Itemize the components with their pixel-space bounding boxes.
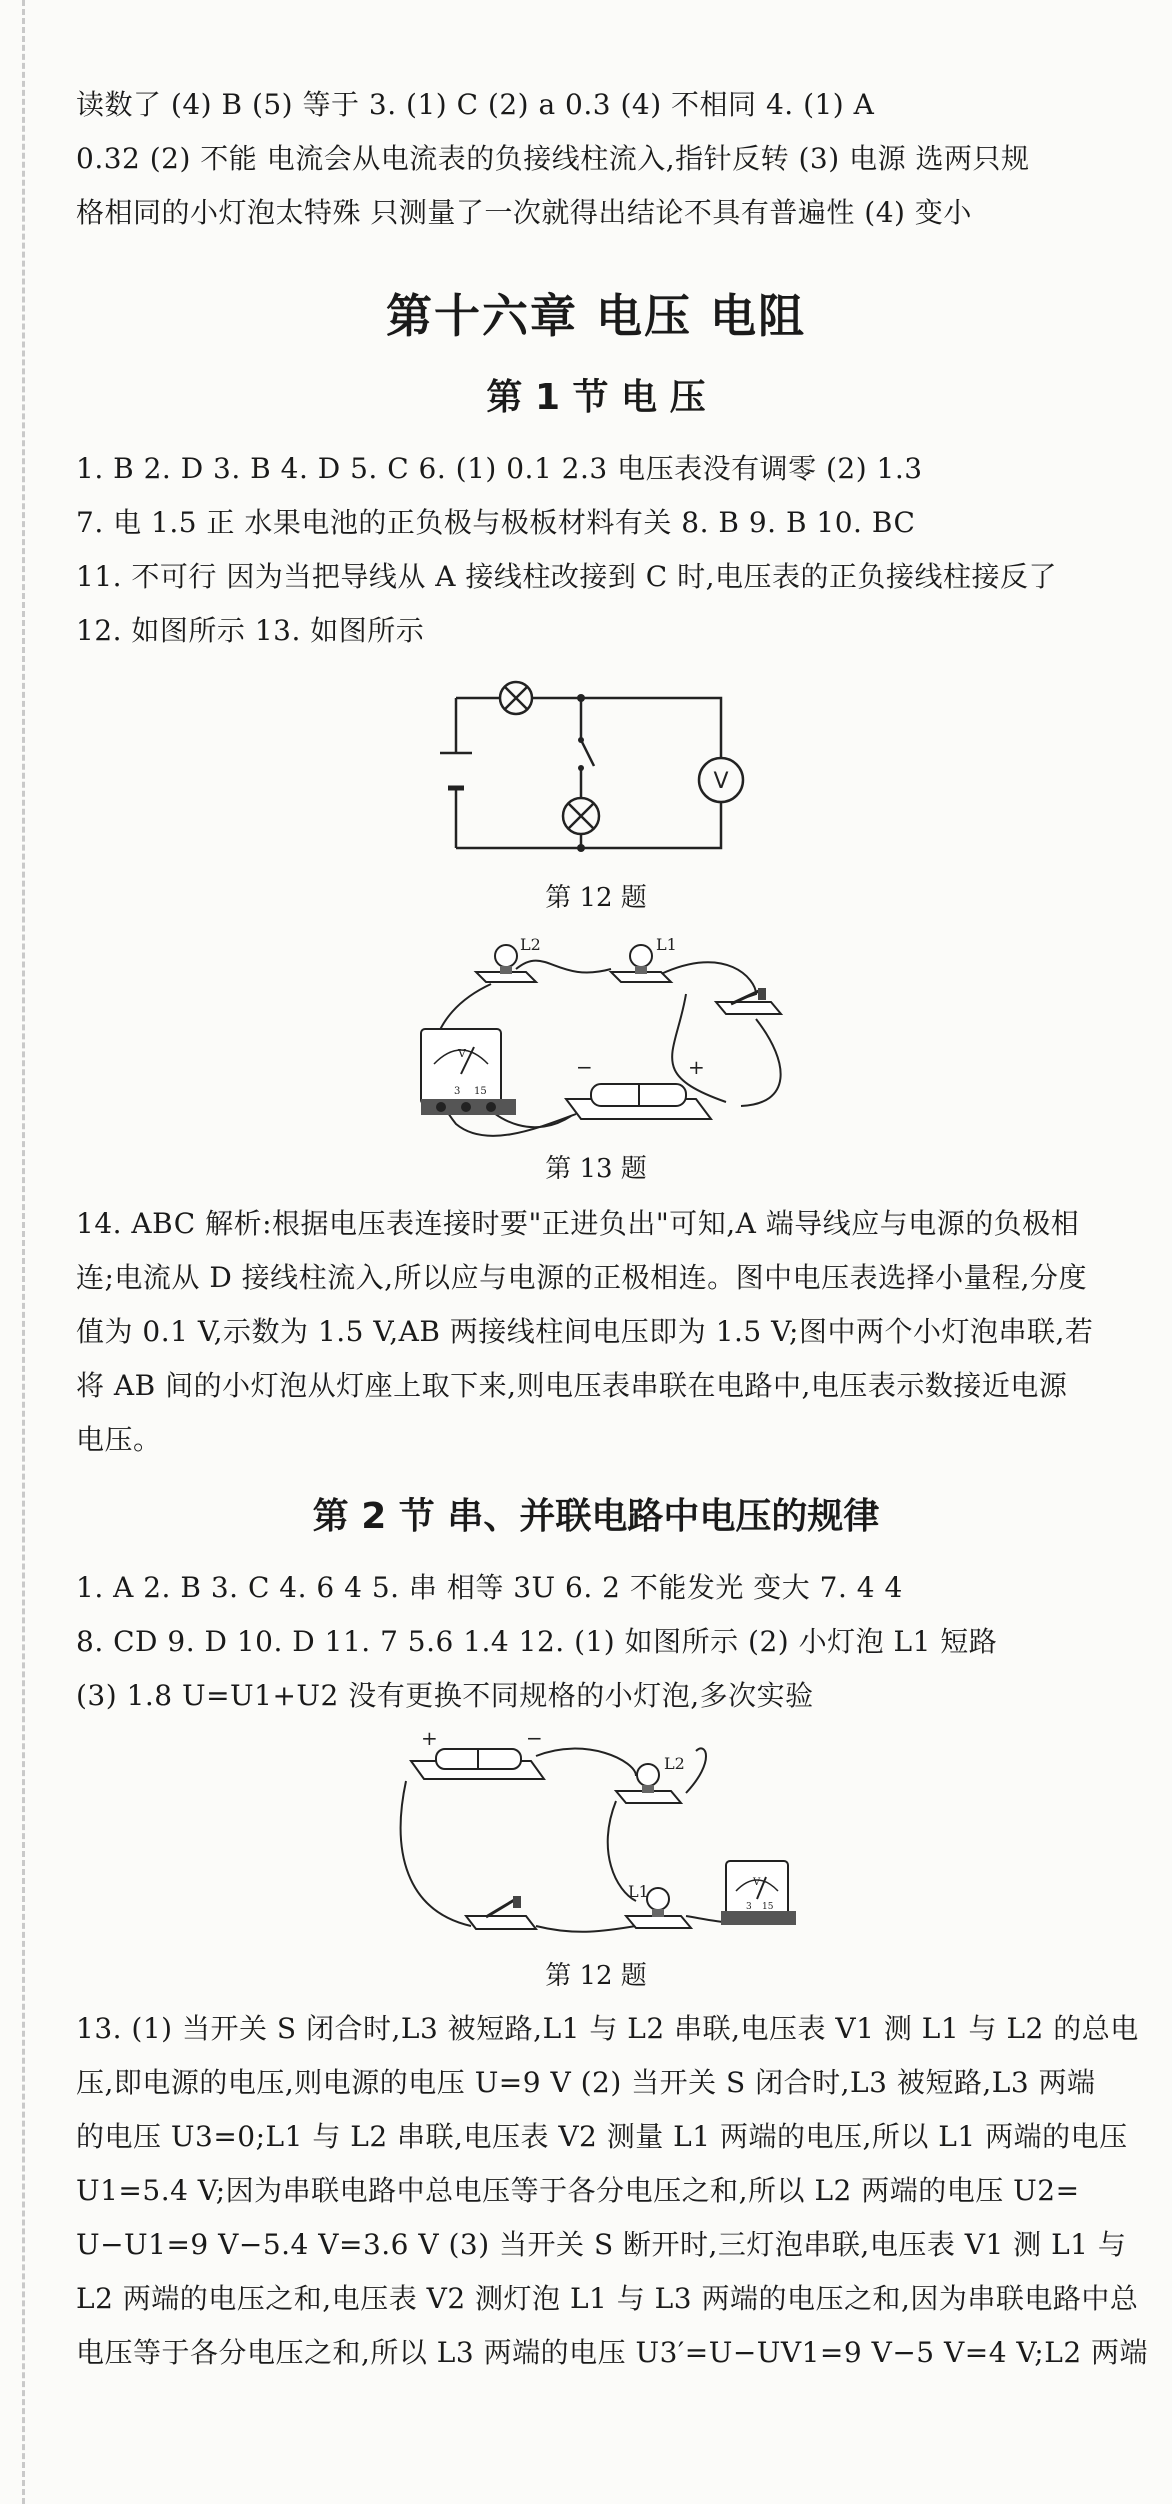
chapter-title: 第十六章 电压 电阻 (385, 289, 807, 343)
svg-text:−: − (576, 1055, 593, 1079)
section-2-title: 第 2 节 串、并联电路中电压的规律 (312, 1496, 880, 1537)
lamp-holder-icon (626, 1882, 691, 1928)
figure-caption: 第 12 题 (545, 883, 647, 913)
answer-line: 连;电流从 D 接线柱流入,所以应与电源的正极相连。图中电压表选择小量程,分度 (76, 1261, 1087, 1294)
answer-line: 将 AB 间的小灯泡从灯座上取下来,则电压表串联在电路中,电压表示数接近电源 (76, 1369, 1068, 1402)
text-line: 读数了 (4) B (5) 等于 3. (1) C (2) a 0.3 (4) 不相同 4. (1) A (76, 88, 875, 121)
text-line: 0.32 (2) 不能 电流会从电流表的负接线柱流入,指针反转 (3) 电源 选两只规 (76, 142, 1030, 175)
answer-line: 12. 如图所示 13. 如图所示 (76, 614, 425, 647)
svg-text:15: 15 (762, 1902, 774, 1912)
s2-q12-wiring-illustration (386, 1731, 806, 1956)
q12-circuit-diagram (436, 678, 756, 878)
answer-line: 11. 不可行 因为当把导线从 A 接线柱改接到 C 时,电压表的正负接线柱接反了 (76, 560, 1057, 593)
figure-caption: 第 12 题 (545, 1961, 647, 1991)
svg-text:V: V (713, 769, 729, 794)
lamp-holder-icon (616, 1754, 685, 1803)
answer-line: 7. 电 1.5 正 水果电池的正负极与极板材料有关 8. B 9. B 10. BC (76, 506, 916, 539)
answer-page (76, 78, 1149, 2380)
svg-text:3: 3 (454, 1086, 461, 1097)
svg-text:−: − (526, 1731, 543, 1750)
lamp-icon (563, 798, 599, 834)
lamp-icon (500, 682, 532, 714)
svg-text:V: V (458, 1047, 466, 1060)
answer-line: U−U1=9 V−5.4 V=3.6 V (3) 当开关 S 断开时,三灯泡串联,电压表 V1 测 L1 与 (76, 2228, 1127, 2261)
svg-text:L2: L2 (664, 1754, 685, 1773)
battery-holder-icon (411, 1731, 544, 1779)
answer-line: 的电压 U3=0;L1 与 L2 串联,电压表 V2 测量 L1 两端的电压,所以 L1 两端的电压 (76, 2120, 1128, 2153)
answer-line: (3) 1.8 U=U1+U2 没有更换不同规格的小灯泡,多次实验 (76, 1679, 814, 1712)
voltmeter-icon (421, 1029, 516, 1115)
text-line: 格相同的小灯泡太特殊 只测量了一次就得出结论不具有普遍性 (4) 变小 (76, 196, 972, 229)
answer-line: 8. CD 9. D 10. D 11. 7 5.6 1.4 12. (1) 如图所示 (2) 小灯泡 L1 短路 (76, 1625, 998, 1658)
answer-line: 压,即电源的电压,则电源的电压 U=9 V (2) 当开关 S 闭合时,L3 被短路,L3 两端 (76, 2066, 1096, 2099)
svg-text:15: 15 (474, 1086, 487, 1097)
answer-line: 电压。 (76, 1423, 162, 1456)
answer-line: 电压等于各分电压之和,所以 L3 两端的电压 U3′=U−UV1=9 V−5 V=4 V;L2 两端 (76, 2336, 1149, 2369)
switch-icon (716, 988, 781, 1014)
answer-line: 14. ABC 解析:根据电压表连接时要"正进负出"可知,A 端导线应与电源的负极相 (76, 1207, 1080, 1240)
svg-text:L1: L1 (628, 1882, 649, 1901)
q13-wiring-illustration (396, 924, 796, 1149)
svg-text:3: 3 (746, 1902, 752, 1912)
section-1-title: 第 1 节 电 压 (486, 377, 706, 418)
figure-caption: 第 13 题 (545, 1154, 647, 1184)
svg-text:+: + (421, 1731, 438, 1750)
lamp-holder-icon (611, 935, 677, 982)
svg-text:L2: L2 (520, 935, 541, 954)
svg-text:L1: L1 (656, 935, 677, 954)
answer-line: 值为 0.1 V,示数为 1.5 V,AB 两接线柱间电压即为 1.5 V;图中两个小灯泡串联,若 (76, 1315, 1094, 1348)
answer-line: L2 两端的电压之和,电压表 V2 测灯泡 L1 与 L3 两端的电压之和,因为串联电路中总 (76, 2282, 1139, 2315)
answer-line: 1. B 2. D 3. B 4. D 5. C 6. (1) 0.1 2.3 电压表没有调零 (2) 1.3 (76, 452, 923, 485)
answer-line: 13. (1) 当开关 S 闭合时,L3 被短路,L1 与 L2 串联,电压表 V1 测 L1 与 L2 的总电 (76, 2012, 1139, 2045)
switch-icon (466, 1896, 536, 1929)
lamp-holder-icon (476, 935, 541, 982)
svg-text:V: V (753, 1877, 761, 1888)
voltmeter-icon (721, 1861, 796, 1925)
svg-text:+: + (688, 1055, 705, 1079)
answer-line: U1=5.4 V;因为串联电路中总电压等于各分电压之和,所以 L2 两端的电压 U2= (76, 2174, 1080, 2207)
binding-margin-dashed-line (22, 0, 25, 2504)
answer-line: 1. A 2. B 3. C 4. 6 4 5. 串 相等 3U 6. 2 不能发光 变大 7. 4 4 (76, 1571, 903, 1604)
battery-holder-icon (566, 1055, 711, 1119)
